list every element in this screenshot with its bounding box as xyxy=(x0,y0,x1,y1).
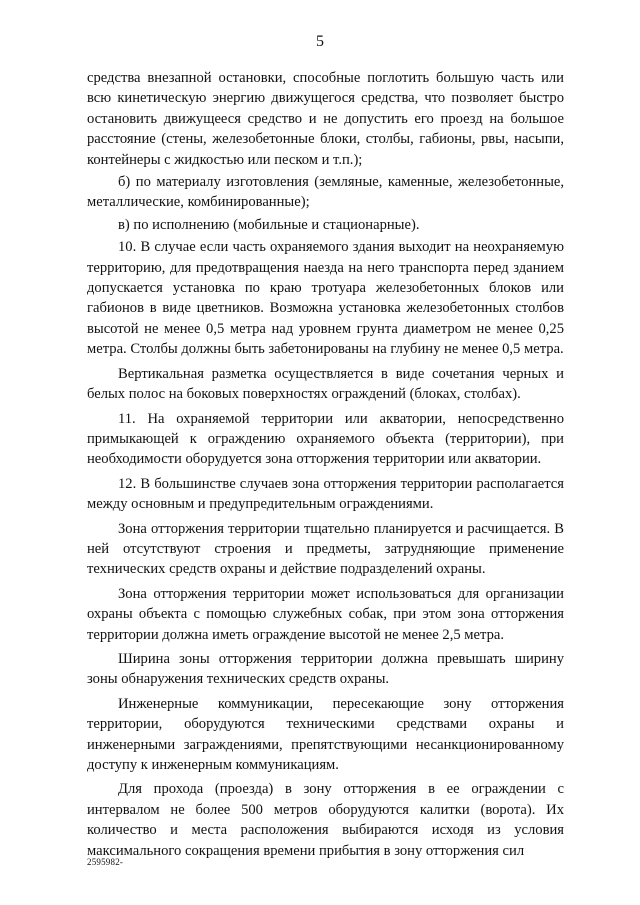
paragraph-communications: Инженерные коммуникации, пересекающие зону отторжения территории, оборудуются техническими средствами охраны и инженерными заграждениями, препятствующими несанкционированному доступу к инженерным коммуникациям. xyxy=(87,695,564,773)
paragraph-11: 11. На охраняемой территории или акватории, непосредственно примыкающей к ограждению охраняемого объекта (территории), при необходимости оборудуется зона отторжения территории или акватории. xyxy=(87,410,564,468)
paragraph-10: 10. В случае если часть охраняемого здания выходит на неохраняемую территорию, для предотвращения наезда на него транспорта перед зданием допускается установка по краю тротуара железобетонных блоков или габионов в виде цветников. Возможна установка железобетонных столбов высотой не менее 0,5 метра над уровнем грунта диаметром не менее 0,25 метра. Столбы должны быть забетонированы на глубину не менее 0,5 метра. xyxy=(87,239,564,358)
paragraph-zone-width: Ширина зоны отторжения территории должна превышать ширину зоны обнаружения технических средств охраны. xyxy=(87,650,564,688)
document-body xyxy=(87,68,564,863)
paragraph-zone-planning: Зона отторжения территории тщательно планируется и расчищается. В ней отсутствуют строения и предметы, затрудняющие применение технических средств охраны и действие подразделений охраны. xyxy=(87,520,564,578)
paragraph-continuation: средства внезапной остановки, способные поглотить большую часть или всю кинетическую энергию движущегося средства, что позволяет быстро остановить движущееся средство и не допустить его проезд на большое расстояние (стены, железобетонные блоки, столбы, габионы, рвы, насыпи, контейнеры с жидкостью или песком и т.п.); xyxy=(87,70,564,168)
paragraph-item-b: б) по материалу изготовления (земляные, каменные, железобетонные, металлические, комбинированные); xyxy=(87,174,564,211)
paragraph-item-v: в) по исполнению (мобильные и стационарные). xyxy=(118,216,420,233)
paragraph-vertical-marking: Вертикальная разметка осуществляется в виде сочетания черных и белых полос на боковых поверхностях ограждений (блоках, столбах). xyxy=(87,365,564,403)
page-number: 5 xyxy=(316,33,324,50)
paragraph-zone-dogs: Зона отторжения территории может использоваться для организации охраны объекта с помощью служебных собак, при этом зона отторжения территории должна иметь ограждение высотой не менее 2,5 метра. xyxy=(87,585,564,643)
paragraph-gates: Для прохода (проезда) в зону отторжения в ее ограждении с интервалом не более 500 метров оборудуются калитки (ворота). Их количество и места расположения выбираются исходя из условия максимального сокращения времени прибытия в зону отторжения сил xyxy=(87,781,564,859)
paragraph-12: 12. В большинстве случаев зона отторжения территории располагается между основным и предупредительным ограждениями. xyxy=(87,475,564,513)
document-code: 2595982- xyxy=(87,857,124,867)
